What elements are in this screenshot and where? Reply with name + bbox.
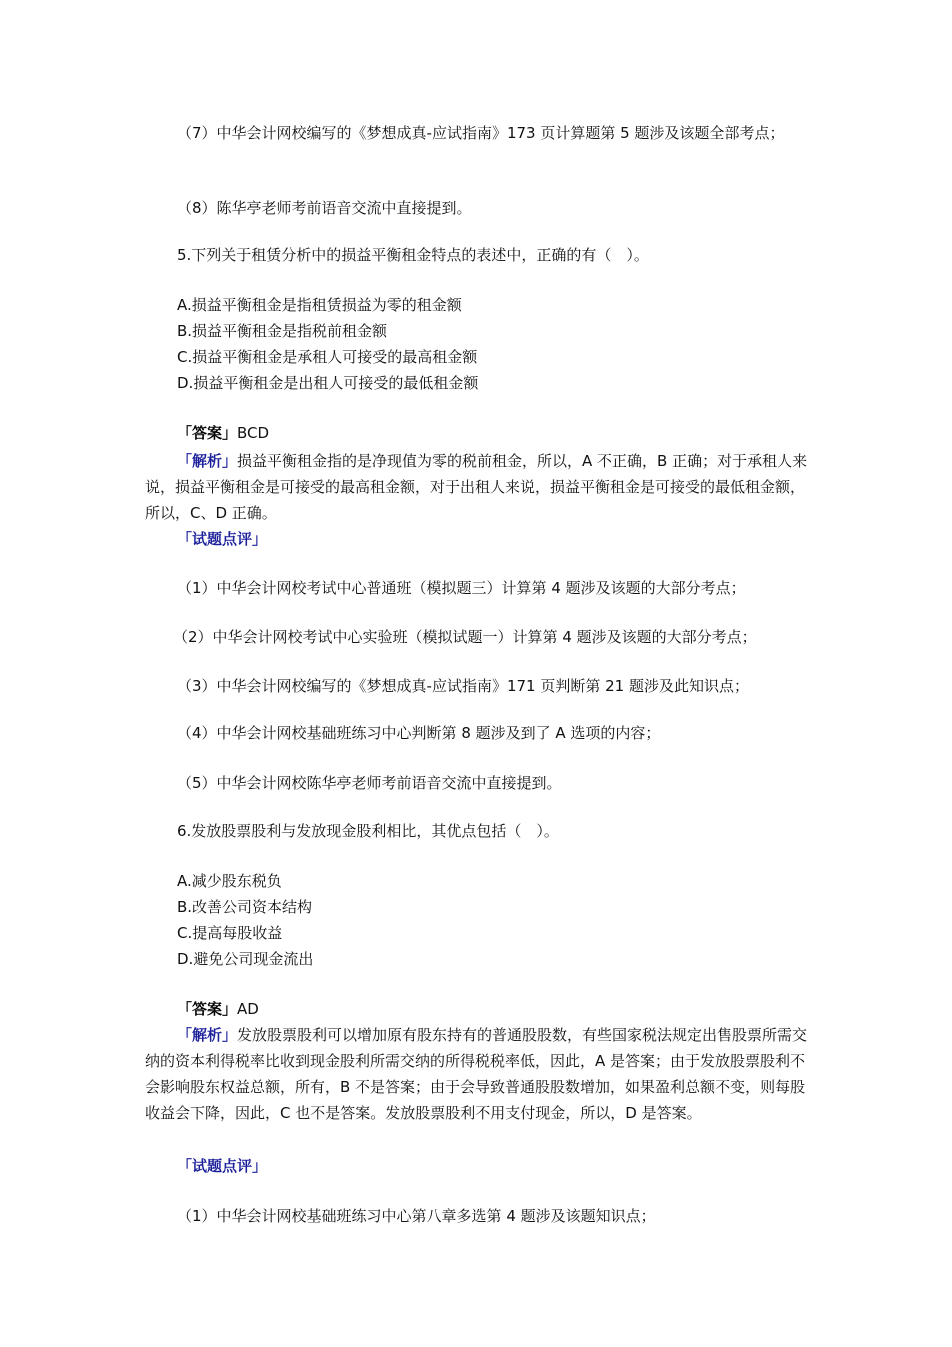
q5-review-5: （5）中华会计网校陈华亭老师考前语音交流中直接提到。 (177, 774, 562, 792)
q5-option-d: D.损益平衡租金是出租人可接受的最低租金额 (177, 374, 479, 392)
q6-options (145, 868, 813, 972)
q6-answer (145, 996, 845, 1022)
q6-analysis (145, 1022, 813, 1126)
analysis-text: 发放股票股利可以增加原有股东持有的普通股股数，有些国家税法规定出售股票所需交纳的资本利得税率比收到现金股利所需交纳的所得税税率低，因此，A 是答案；由于发放股票股利不会影响股东权益总额，所有，B 不是答案；由于会导致普通股股数增加，如果盈利总额不变，则每股收益会下降，因此，C 也不是答案。发放股票股利不用支付现金，所以，D 是答案。 (145, 1026, 808, 1122)
q5-review-4: （4）中华会计网校基础班练习中心判断第 8 题涉及到了 A 选项的内容； (177, 724, 661, 742)
answer-value: BCD (237, 424, 270, 442)
q5-review-1: （1）中华会计网校考试中心普通班（模拟题三）计算第 4 题涉及该题的大部分考点； (177, 579, 746, 597)
top-item-7: （7）中华会计网校编写的《梦想成真-应试指南》173 页计算题第 5 题涉及该题全部考点； (177, 124, 785, 142)
q6-review-label: 「试题点评」 (177, 1157, 268, 1175)
q5-option-a: A.损益平衡租金是指租赁损益为零的租金额 (177, 296, 462, 314)
q5-answer (145, 420, 845, 446)
q6-stem: 6.发放股票股利与发放现金股利相比，其优点包括（ ）。 (177, 822, 559, 840)
q5-review-3: （3）中华会计网校编写的《梦想成真-应试指南》171 页判断第 21 题涉及此知识点； (177, 677, 749, 695)
top-item-8: （8）陈华亭老师考前语音交流中直接提到。 (177, 199, 472, 217)
q5-review-2: （2）中华会计网校考试中心实验班（模拟试题一）计算第 4 题涉及该题的大部分考点； (173, 628, 757, 646)
q6-review-1: （1）中华会计网校基础班练习中心第八章多选第 4 题涉及该题知识点； (177, 1207, 656, 1225)
q6-option-a: A.减少股东税负 (177, 872, 282, 890)
analysis-label: 「解析」 (177, 452, 238, 470)
q5-stem: 5.下列关于租赁分析中的损益平衡租金特点的表述中，正确的有（ ）。 (177, 246, 649, 264)
analysis-label: 「解析」 (177, 1026, 238, 1044)
q5-options (145, 292, 813, 396)
q6-option-b: B.改善公司资本结构 (177, 898, 313, 916)
q5-option-c: C.损益平衡租金是承租人可接受的最高租金额 (177, 348, 478, 366)
q5-option-b: B.损益平衡租金是指税前租金额 (177, 322, 388, 340)
answer-label: 「答案」 (177, 424, 238, 442)
q5-review-label: 「试题点评」 (177, 530, 268, 548)
q6-option-c: C.提高每股收益 (177, 924, 283, 942)
answer-label: 「答案」 (177, 1000, 238, 1018)
q5-analysis (145, 448, 813, 526)
answer-value: AD (237, 1000, 259, 1018)
analysis-text: 损益平衡租金指的是净现值为零的税前租金，所以，A 不正确，B 正确；对于承租人来说，损益平衡租金是可接受的最高租金额，对于出租人来说，损益平衡租金是可接受的最低租金额，所以，C、D 正确。 (145, 452, 808, 522)
q6-option-d: D.避免公司现金流出 (177, 950, 314, 968)
